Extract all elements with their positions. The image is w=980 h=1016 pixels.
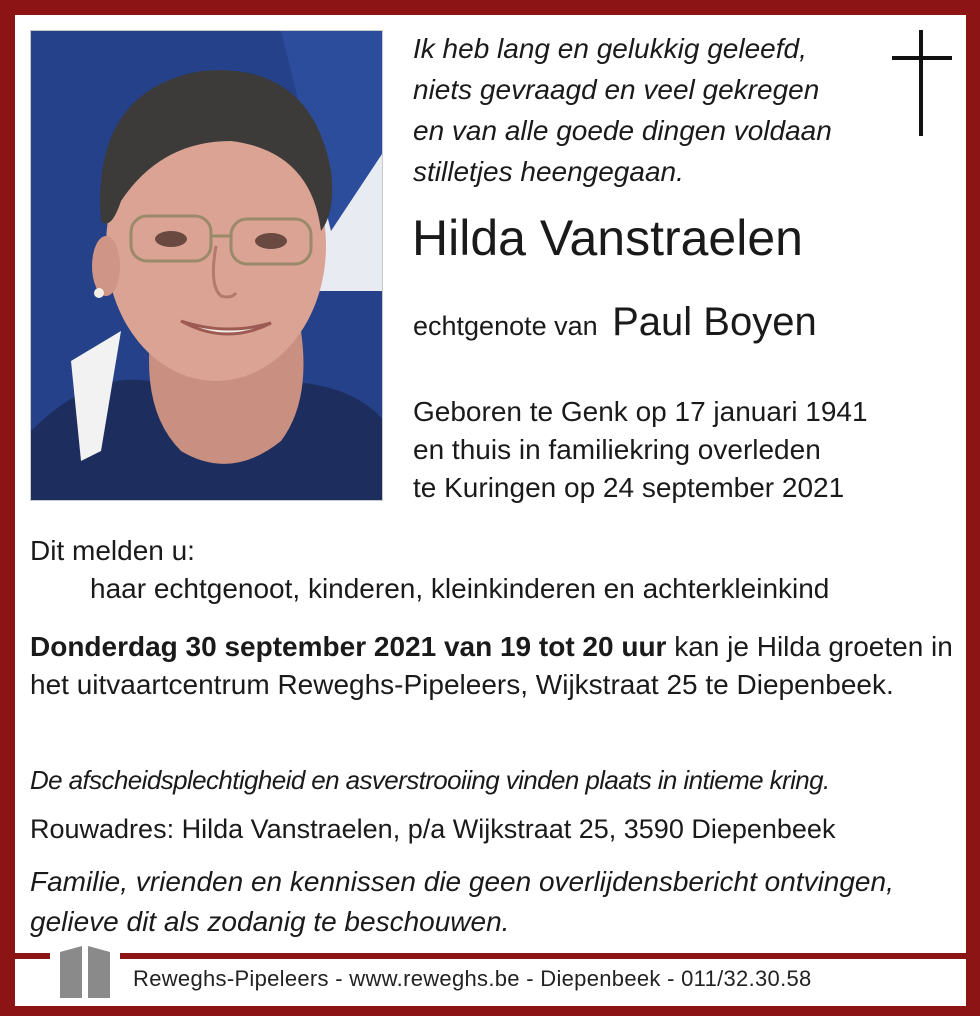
- notice-line: Familie, vrienden en kennissen die geen overlijdensbericht ontvingen,: [30, 866, 894, 897]
- spouse-line: [413, 300, 817, 345]
- border-bottom: [0, 1006, 980, 1016]
- notice-line: gelieve dit als zodanig te beschouwen.: [30, 906, 510, 937]
- visitation-details: kan je Hilda groeten in het uitvaartcentrum Reweghs-Pipeleers, Wijkstraat 25 te Diepenbeek.: [30, 631, 953, 700]
- deceased-name: Hilda Vanstraelen: [412, 210, 803, 266]
- portrait-photo: [30, 30, 383, 501]
- cross-icon: [892, 30, 952, 136]
- verse-line: stilletjes heengegaan.: [413, 156, 684, 187]
- border-right: [966, 0, 980, 1016]
- footer-contact: Reweghs-Pipeleers - www.reweghs.be - Diepenbeek - 011/32.30.58: [133, 966, 812, 991]
- announcement-intro: Dit melden u:: [30, 535, 195, 566]
- mourning-address: Rouwadres: Hilda Vanstraelen, p/a Wijkstraat 25, 3590 Diepenbeek: [30, 814, 836, 844]
- logo-icon: [50, 942, 120, 1002]
- footer-rule: [15, 953, 966, 959]
- border-top: [0, 0, 980, 15]
- ceremony-note: De afscheidsplechtigheid en asverstrooiing vinden plaats in intieme kring.: [30, 765, 830, 795]
- verse: [413, 28, 832, 192]
- verse-line: en van alle goede dingen voldaan: [413, 115, 832, 146]
- verse-line: Ik heb lang en gelukkig geleefd,: [413, 33, 807, 64]
- birth-line: Geboren te Genk op 17 januari 1941: [413, 396, 868, 427]
- birth-line: en thuis in familiekring overleden: [413, 434, 821, 465]
- spouse-label: echtgenote van: [413, 311, 598, 341]
- border-left: [0, 0, 15, 1016]
- announcement: [30, 532, 829, 608]
- visitation-info: [30, 628, 960, 704]
- funeral-home-logo: [50, 942, 120, 1002]
- verse-line: niets gevraagd en veel gekregen: [413, 74, 820, 105]
- birth-death-info: [413, 393, 868, 507]
- birth-line: te Kuringen op 24 september 2021: [413, 472, 845, 503]
- announcement-relatives: haar echtgenoot, kinderen, kleinkinderen en achterkleinkind: [90, 573, 830, 604]
- visitation-date: Donderdag 30 september 2021 van 19 tot 20 uur: [30, 631, 667, 662]
- portrait-illustration: [31, 31, 383, 501]
- closing-notice: [30, 862, 894, 942]
- spouse-name: Paul Boyen: [612, 300, 817, 344]
